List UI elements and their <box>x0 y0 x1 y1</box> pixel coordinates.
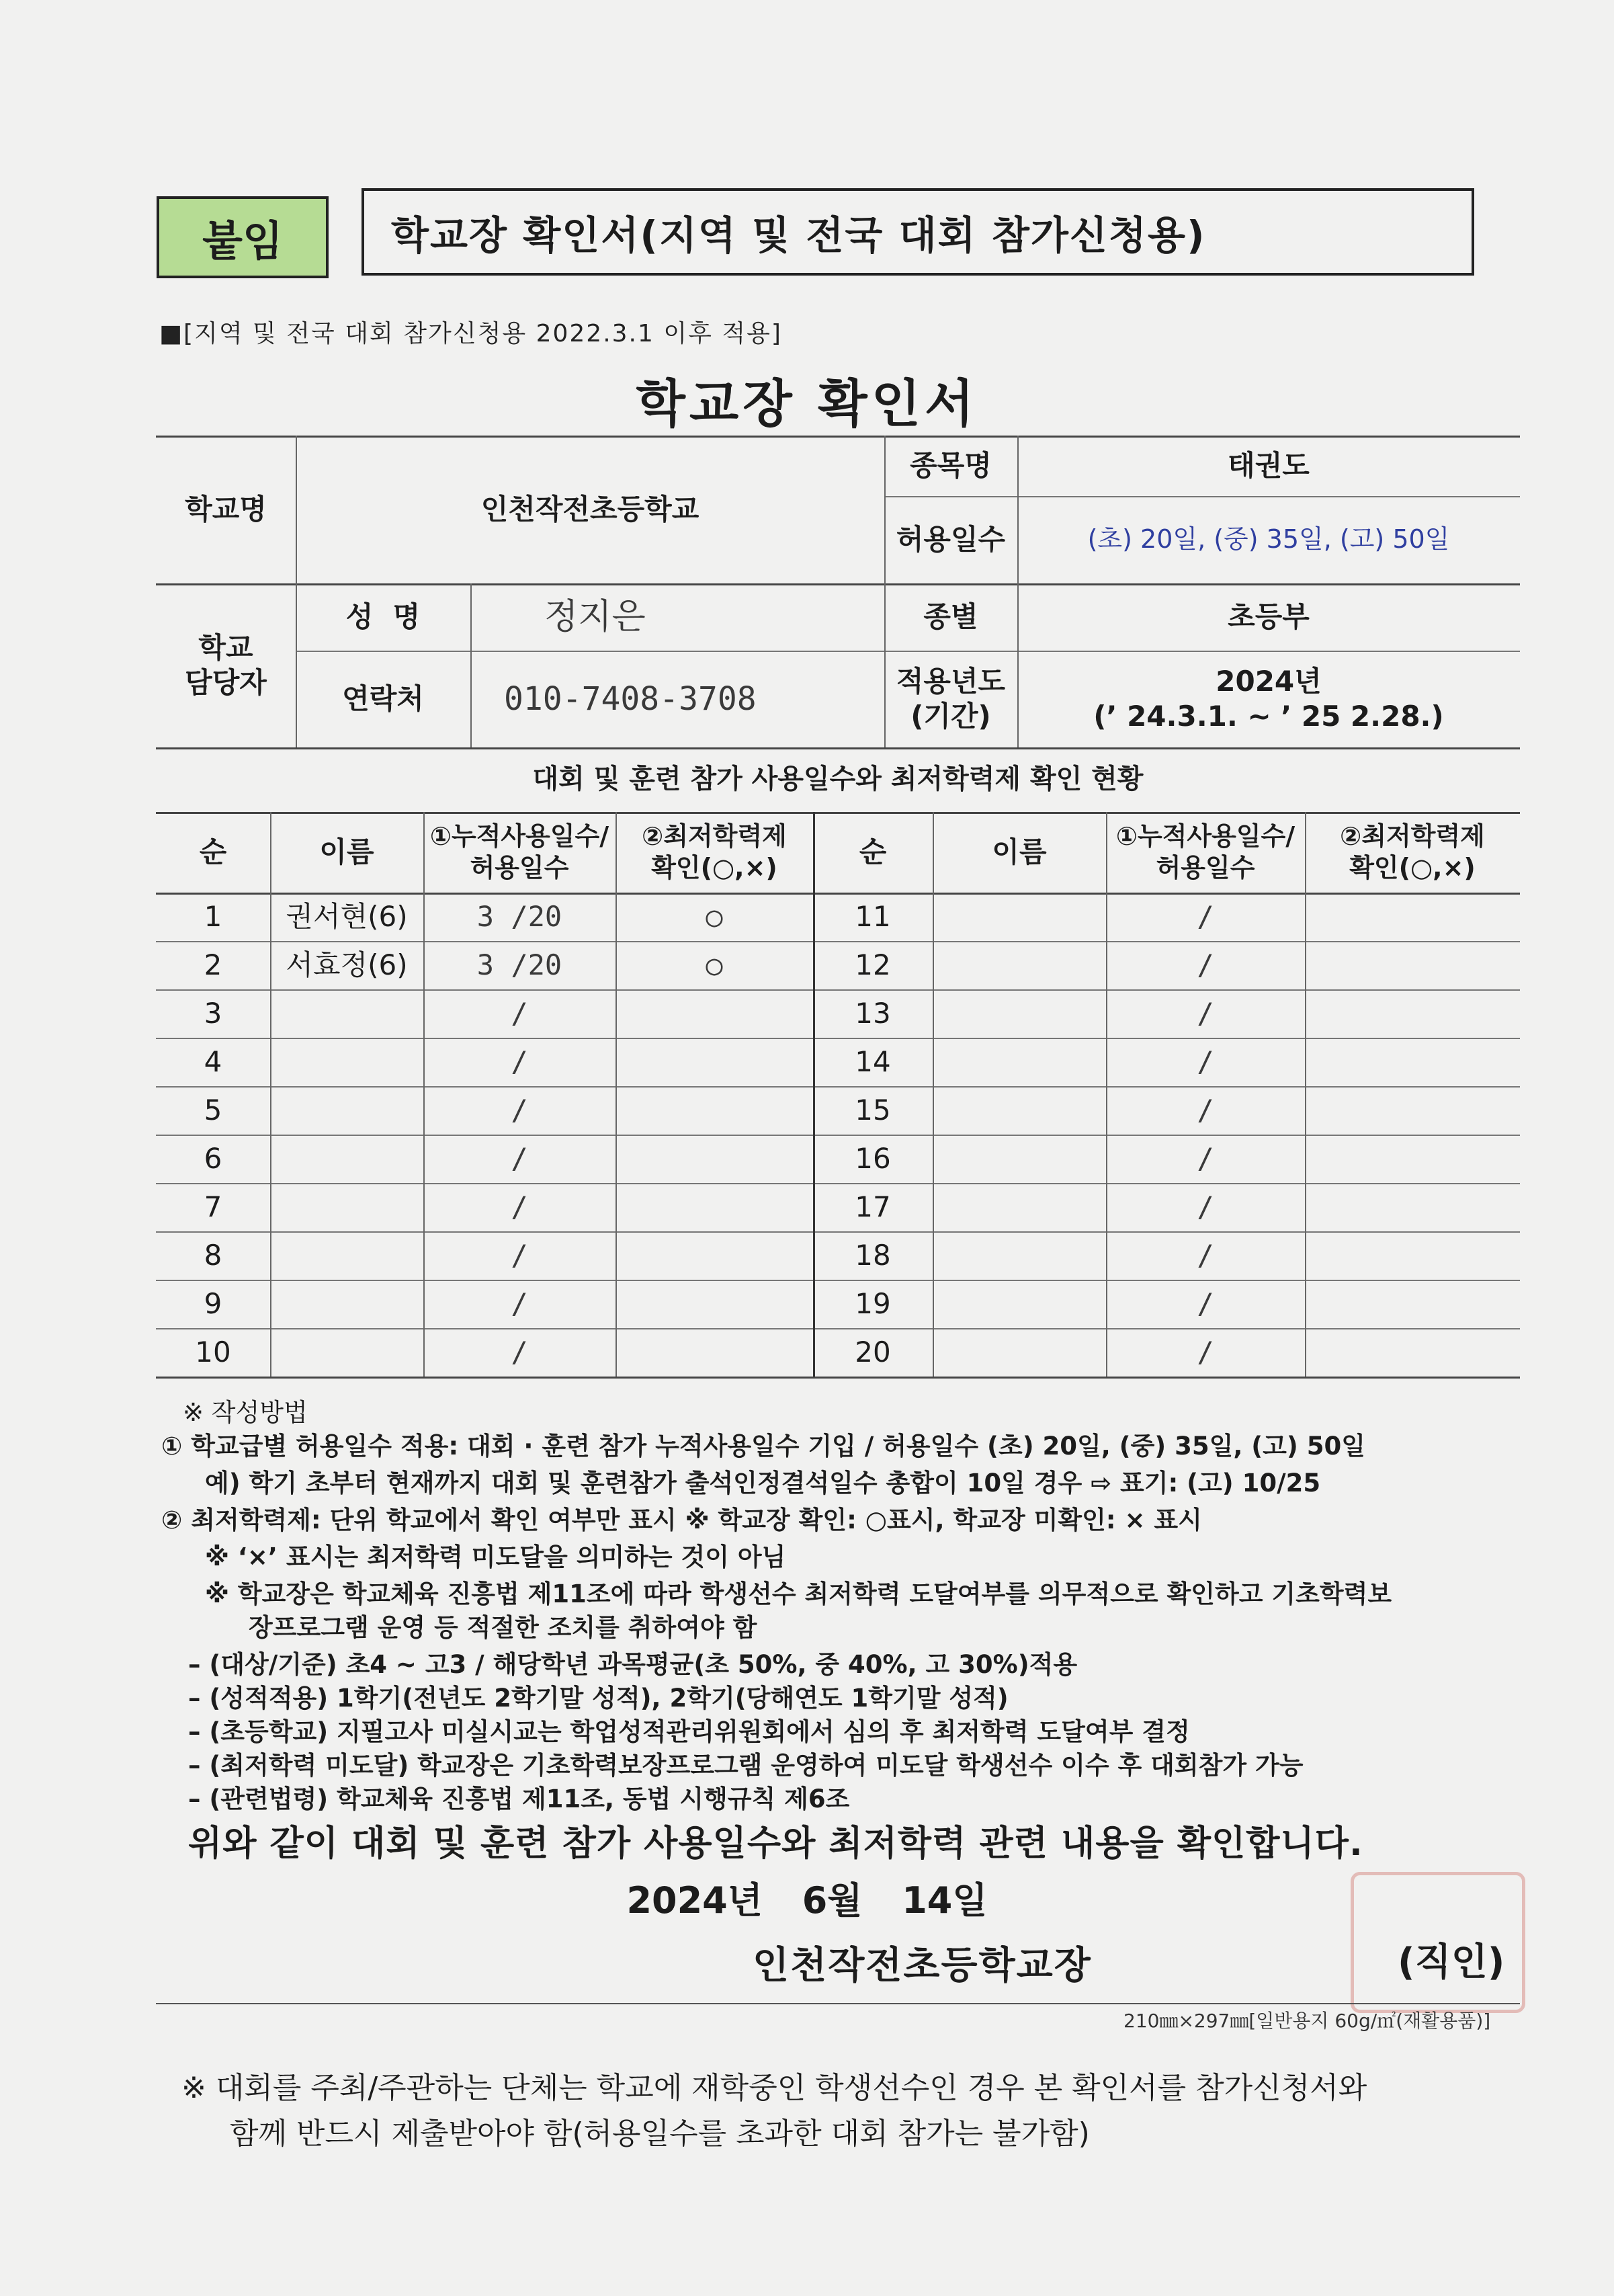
cell-days: / <box>1197 1141 1214 1175</box>
cell-days: / <box>1197 948 1214 981</box>
cell-check <box>1305 989 1520 1038</box>
cell-days: / <box>1197 996 1214 1030</box>
cell-name: 서효정(6) <box>286 948 408 981</box>
cell-check <box>1305 1231 1520 1280</box>
cell-days: / <box>511 996 528 1030</box>
cell-days: / <box>511 1335 528 1368</box>
cell-check <box>1305 893 1520 941</box>
cell-seq: 17 <box>855 1190 891 1223</box>
phone-value: 010-7408-3708 <box>504 680 757 718</box>
issue-date: 2024년 6월 14일 <box>626 1879 988 1922</box>
cell-days: / <box>1197 1044 1214 1078</box>
cell-days: / <box>1197 1190 1214 1223</box>
cell-check <box>1305 1280 1520 1328</box>
cell-days: 3 /20 <box>476 948 562 981</box>
cell-check <box>1305 941 1520 989</box>
header-seq-right: 순 <box>859 835 887 868</box>
cell-name <box>270 1280 423 1328</box>
cell-check <box>1305 1135 1520 1183</box>
cell-seq: 7 <box>204 1190 222 1223</box>
note-item: 예) 학기 초부터 현재까지 대회 및 훈련참가 출석인정결석일수 총합이 10일 경우 ⇨ 표기: (고) 10/25 <box>205 1469 1321 1498</box>
name-value: 정지은 <box>544 596 646 637</box>
cell-name <box>933 1038 1106 1086</box>
days-value: (초) 20일, (중) 35일, (고) 50일 <box>1087 524 1450 555</box>
cell-days: / <box>1197 1093 1214 1126</box>
division-label: 종별 <box>923 600 978 633</box>
contact-label: 학교 담당자 <box>185 630 267 699</box>
header-days-right: ①누적사용일수/ 허용일수 <box>1115 821 1296 883</box>
note-item: ② 최저학력제: 단위 학교에서 확인 여부만 표시 ※ 학교장 확인: ○표시, 학교장 미확인: × 표시 <box>161 1506 1202 1534</box>
cell-check <box>615 1038 813 1086</box>
division-value: 초등부 <box>1228 600 1310 633</box>
cell-seq: 8 <box>204 1238 222 1272</box>
cell-seq: 16 <box>855 1141 891 1175</box>
cell-check <box>615 1328 813 1377</box>
cell-name <box>270 1183 423 1231</box>
cell-name <box>270 1135 423 1183</box>
school-label: 학교명 <box>185 492 267 526</box>
cell-days: / <box>1197 1286 1214 1320</box>
cell-name <box>933 989 1106 1038</box>
cell-name <box>933 1086 1106 1135</box>
cell-days: / <box>1197 1238 1214 1272</box>
cell-name <box>270 1038 423 1086</box>
cell-check <box>1305 1328 1520 1377</box>
cell-check <box>615 1231 813 1280</box>
note-item: – (최저학력 미도달) 학교장은 기초학력보장프로그램 운영하여 미도달 학생선수 이수 후 대회참가 가능 <box>188 1751 1304 1780</box>
event-label: 종목명 <box>910 448 992 482</box>
header-academic: ②최저학력제 확인(○,×) <box>642 821 787 883</box>
cell-seq: 2 <box>204 948 222 981</box>
confirmation-statement: 위와 같이 대회 및 훈련 참가 사용일수와 최저학력 관련 내용을 확인합니다. <box>188 1823 1363 1864</box>
cell-days: / <box>511 1093 528 1126</box>
document-title-box: 학교장 확인서(지역 및 전국 대회 참가신청용) <box>362 188 1474 276</box>
note-item: ※ 학교장은 학교체육 진흥법 제11조에 따라 학생선수 최저학력 도달여부를 의무적으로 확인하고 기초학력보 <box>205 1580 1392 1608</box>
cell-seq: 9 <box>204 1286 222 1320</box>
cell-seq: 15 <box>855 1093 891 1126</box>
phone-label: 연락처 <box>342 682 424 715</box>
cell-name <box>270 1231 423 1280</box>
cell-name <box>933 893 1106 941</box>
note-item: 장프로그램 운영 등 적절한 조치를 취하여야 함 <box>249 1613 757 1642</box>
applicability-note: ■[지역 및 전국 대회 참가신청용 2022.3.1 이후 적용] <box>159 320 782 347</box>
cell-name <box>933 1280 1106 1328</box>
attachment-badge: 붙임 <box>157 196 329 278</box>
cell-check <box>615 1183 813 1231</box>
footnote: ※ 대회를 주최/주관하는 단체는 학교에 재학중인 학생선수인 경우 본 확인서를 참가신청서와 <box>181 2071 1367 2105</box>
header-seq: 순 <box>199 835 227 868</box>
header-days: ①누적사용일수/ 허용일수 <box>429 821 609 883</box>
note-item: – (관련법령) 학교체육 진흥법 제11조, 동법 시행규칙 제6조 <box>188 1785 850 1813</box>
cell-name <box>933 1328 1106 1377</box>
cell-seq: 13 <box>855 996 891 1030</box>
paper-spec: 210㎜×297㎜[일반용지 60g/㎡(재활용품)] <box>1123 2010 1491 2032</box>
cell-name <box>270 1086 423 1135</box>
cell-seq: 20 <box>855 1335 891 1368</box>
status-table-title: 대회 및 훈련 참가 사용일수와 최저학력제 확인 현황 <box>532 764 1144 794</box>
cell-seq: 5 <box>204 1093 222 1126</box>
cell-days: / <box>511 1286 528 1320</box>
main-title: 학교장 확인서 <box>636 374 978 434</box>
cell-check <box>1305 1183 1520 1231</box>
days-label: 허용일수 <box>896 522 1006 556</box>
table-bottom-border <box>156 1377 1520 1379</box>
cell-seq: 11 <box>855 899 891 933</box>
year-label: 적용년도 (기간) <box>896 664 1006 733</box>
cell-check <box>615 1135 813 1183</box>
note-heading: ※ 작성방법 <box>183 1398 308 1427</box>
cell-days: / <box>511 1238 528 1272</box>
cell-days: / <box>1197 1335 1214 1368</box>
year-value: 2024년 (’ 24.3.1. ~ ’ 25 2.28.) <box>1093 664 1444 733</box>
cell-name <box>270 989 423 1038</box>
cell-check <box>615 989 813 1038</box>
note-item: ※ ‘×’ 표시는 최저학력 미도달을 의미하는 것이 아님 <box>205 1543 786 1571</box>
note-item: – (성적적용) 1학기(전년도 2학기말 성적), 2학기(당해연도 1학기말 성적) <box>188 1684 1009 1713</box>
event-value: 태권도 <box>1228 448 1310 482</box>
school-value: 인천작전초등학교 <box>480 492 699 526</box>
cell-days: / <box>511 1044 528 1078</box>
seal-label: (직인) <box>1398 1940 1505 1984</box>
cell-name <box>933 1135 1106 1183</box>
cell-seq: 14 <box>855 1044 891 1078</box>
cell-name <box>933 1231 1106 1280</box>
cell-seq: 4 <box>204 1044 222 1078</box>
cell-days: / <box>511 1190 528 1223</box>
note-item: – (초등학교) 지필고사 미실시교는 학업성적관리위원회에서 심의 후 최저학력 도달여부 결정 <box>188 1717 1190 1746</box>
note-item: – (대상/기준) 초4 ~ 고3 / 해당학년 과목평균(초 50%, 중 40%, 고 30%)적용 <box>188 1650 1078 1679</box>
principal-name: 인천작전초등학교장 <box>753 1944 1092 1987</box>
cell-check <box>1305 1038 1520 1086</box>
cell-seq: 12 <box>855 948 891 981</box>
cell-days: / <box>511 1141 528 1175</box>
cell-name <box>933 941 1106 989</box>
cell-check <box>1305 1086 1520 1135</box>
cell-seq: 19 <box>855 1286 891 1320</box>
footnote: 함께 반드시 제출받아야 함(허용일수를 초과한 대회 참가는 불가함) <box>230 2117 1090 2151</box>
cell-check: ○ <box>706 948 723 981</box>
cell-name <box>270 1328 423 1377</box>
cell-check <box>615 1280 813 1328</box>
header-name-right: 이름 <box>992 835 1047 868</box>
footer-rule <box>156 2003 1520 2004</box>
cell-days: 3 /20 <box>476 899 562 933</box>
note-item: ① 학교급별 허용일수 적용: 대회 · 훈련 참가 누적사용일수 기입 / 허용일수 (초) 20일, (중) 35일, (고) 50일 <box>161 1432 1365 1461</box>
cell-seq: 10 <box>195 1335 231 1368</box>
cell-seq: 3 <box>204 996 222 1030</box>
cell-check: ○ <box>706 899 723 933</box>
name-label: 성 명 <box>345 600 421 633</box>
cell-seq: 6 <box>204 1141 222 1175</box>
cell-name: 권서현(6) <box>286 899 408 933</box>
cell-days: / <box>1197 899 1214 933</box>
header-academic-right: ②최저학력제 확인(○,×) <box>1340 821 1485 883</box>
cell-name <box>933 1183 1106 1231</box>
cell-seq: 1 <box>204 899 222 933</box>
cell-check <box>615 1086 813 1135</box>
cell-seq: 18 <box>855 1238 891 1272</box>
header-name: 이름 <box>319 835 374 868</box>
info-bottom-border <box>156 747 1520 749</box>
